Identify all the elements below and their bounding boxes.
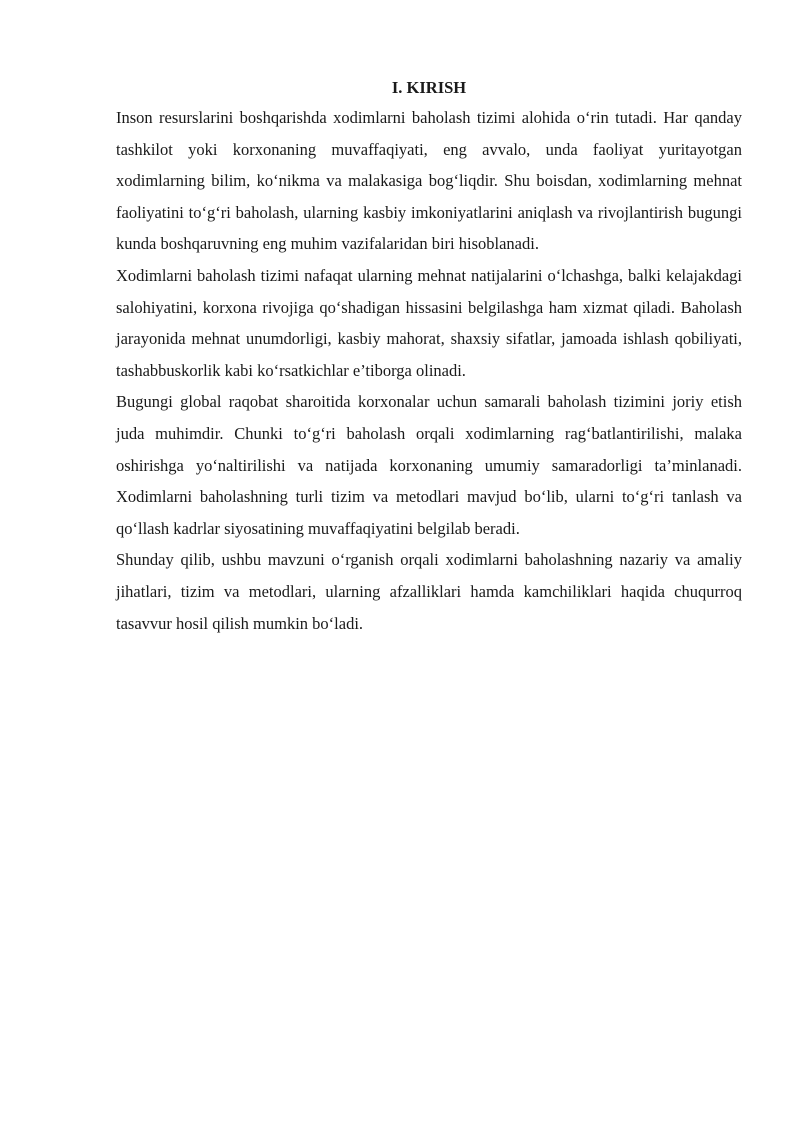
section-heading: I. KIRISH: [391, 78, 467, 97]
paragraph-3: Bugungi global raqobat sharoitida korxonalar uchun samarali baholash tizimini joriy etish juda muhimdir. Chunki to‘g‘ri baholash orqali xodimlarning rag‘batlantirilishi, malaka oshirishga yo‘naltirilishi va natijada korxonaning umumiy samaradorligi ta’minlanadi. Xodimlarni baholashning turli tizim va metodlari mavjud bo‘lib, ularni to‘g‘ri tanlash va qo‘llash kadrlar siyosatining muvaffaqiyatini belgilab beradi.: [116, 392, 742, 538]
paragraph-2: Xodimlarni baholash tizimi nafaqat ularning mehnat natijalarini o‘lchashga, balki kelajakdagi salohiyatini, korxona rivojiga qo‘shadigan hissasini belgilashga ham xizmat qiladi. Baholash jarayonida mehnat unumdorligi, kasbiy mahorat, shaxsiy sifatlar, jamoada ishlash qobiliyati, tashabbuskorlik kabi ko‘rsatkichlar e’tiborga olinadi.: [116, 265, 742, 380]
document-body: [116, 76, 742, 639]
paragraph-1: Inson resurslarini boshqarishda xodimlarni baholash tizimi alohida o‘rin tutadi. Har qanday tashkilot yoki korxonaning muvaffaqiyati, eng avvalo, unda faoliyat yuritayotgan xodimlarning bilim, ko‘nikma va malakasiga bog‘liqdir. Shu boisdan, xodimlarning mehnat faoliyatini to‘g‘ri baholash, ularning kasbiy imkoniyatlarini aniqlash va rivojlantirish bugungi kunda boshqaruvning eng muhim vazifalaridan biri hisoblanadi.: [116, 108, 742, 254]
paragraph-4: Shunday qilib, ushbu mavzuni o‘rganish orqali xodimlarni baholashning nazariy va amaliy jihatlari, tizim va metodlari, ularning afzalliklari hamda kamchiliklari haqida chuqurroq tasavvur hosil qilish mumkin bo‘ladi.: [116, 550, 742, 633]
